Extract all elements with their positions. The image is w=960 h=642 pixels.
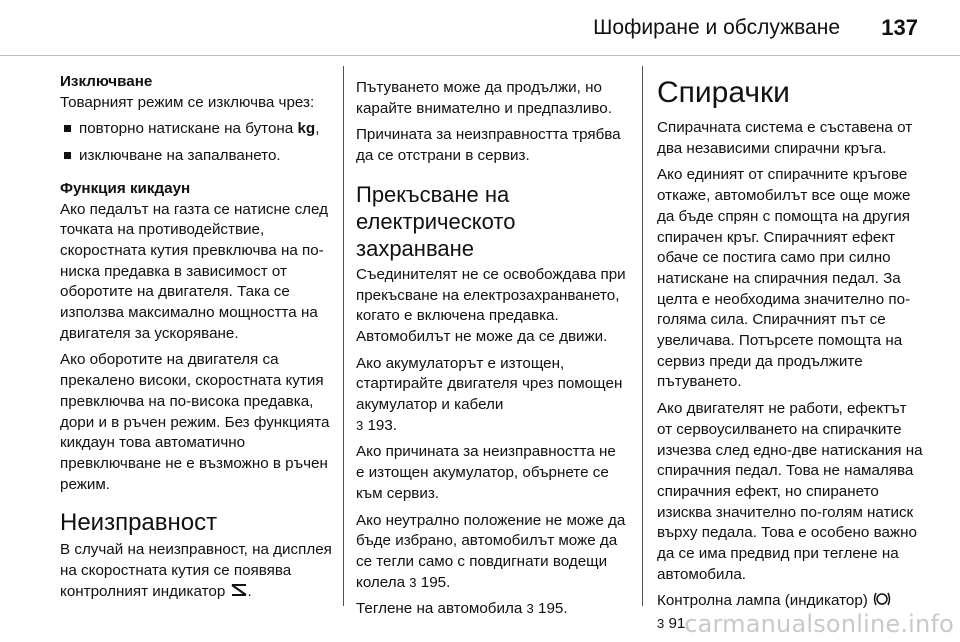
bullet-square — [64, 152, 71, 159]
page-ref-arrow-icon: 3 — [657, 616, 665, 632]
paragraph: Ако акумулаторът е изтощен, стартирайте двигателя чрез помощен акумулатор и кабели 3 193. — [356, 354, 623, 434]
paragraph: Съединителят не се освобождава при прекъсване на електрозахранването, когато е включена предавка. Автомобилът не може да се движи. — [356, 265, 626, 345]
kickdown-paragraph-1: Ако педалът на газта се натисне след точката на противодействие, скоростната кутия превключва на по-ниска предавка в зависимост от оборотите на двигателя. Така се използва максимално мощността на двигателя за ускоряване. — [60, 200, 329, 342]
deactivation-intro: Товарният режим се изключва чрез: — [60, 93, 315, 111]
section-heading-brakes: Спирачки — [657, 76, 790, 109]
page-header — [0, 0, 960, 56]
column-2 — [356, 78, 628, 626]
section-heading-fault: Неизправност — [60, 509, 218, 537]
kg-button-label: kg — [297, 120, 316, 138]
fault-paragraph: В случай на неизправност, на дисплея на скоростната кутия се появява контролният индикатор . — [60, 540, 332, 604]
paragraph: Ако неутрално положение не може да бъде избрано, автомобилът може да се тегли само с повдигнати водещи колела 3 195. — [356, 511, 626, 591]
page-ref: 195. — [420, 573, 451, 591]
paragraph: Ако двигателят не работи, ефектът от сервоусилването на спирачките изчезва след едно-две натискания на спирачния педал. Това не намалява спирачния ефект, но спирането изисква значително по-голям натиск върху педала. Това е особено важно да се има предвид при теглене на автомобила. — [657, 400, 923, 583]
page-ref: 195. — [538, 600, 568, 618]
column-divider-1 — [343, 66, 344, 606]
section-heading-deactivation: Изключване — [60, 73, 153, 90]
column-1 — [60, 72, 332, 610]
header-rule — [0, 55, 960, 56]
transmission-warning-icon — [230, 582, 248, 605]
kickdown-paragraph-2: Ако оборотите на двигателя са прекалено високи, скоростната кутия превключва на по-висока предавка, дори и в ръчен режим. Без функцията кикдаун това автоматично превключване не е възможно в ръчен режим. — [60, 351, 330, 493]
page-ref-arrow-icon: 3 — [526, 601, 534, 617]
watermark: carmanualsonline.info — [684, 610, 954, 638]
page-number: 137 — [881, 15, 918, 40]
deactivation-list — [60, 119, 332, 166]
paragraph: Пътуването може да продължи, но карайте внимателно и предпазливо. — [356, 79, 612, 117]
column-divider-2 — [642, 66, 643, 606]
paragraph: Ако единият от спирачните кръгове откаже, автомобилът все още може да бъде спрян с помощта на другия спирачен кръг. Спирачният ефект обаче се постига само при силно натискане на спирачния педал. За целта е необходима значително по-голяма сила. Спирачният път се увеличава. Потърсете помощта на сервиз преди да продължите пътуването. — [657, 166, 911, 391]
section-heading-power-interruption: Прекъсване на електрическото захранване — [356, 181, 516, 261]
paragraph: Теглене на автомобила 3 195. — [356, 600, 568, 618]
section-heading-kickdown: Функция кикдаун — [60, 179, 191, 197]
paragraph: Спирачната система е съставена от два независими спирачни кръга. — [657, 119, 913, 157]
page-title: Шофиране и обслужване — [593, 16, 840, 39]
bullet-square — [64, 125, 71, 132]
page-ref-arrow-icon: 3 — [356, 417, 364, 433]
page-ref: 91. — [668, 615, 690, 633]
paragraph: Контролна лампа (индикатор) 3 91. — [657, 591, 925, 634]
page-ref: 193. — [367, 416, 398, 434]
paragraph: Причината за неизправността трябва да се отстрани в сервиз. — [356, 126, 621, 165]
page-ref-arrow-icon: 3 — [409, 574, 417, 590]
paragraph: Ако причината за неизправността не е изтощен акумулатор, обърнете се към сервиз. — [356, 443, 616, 502]
column-3 — [657, 76, 925, 641]
list-item: изключване на запалването. — [60, 146, 332, 167]
list-item: повторно натискане на бутона kg, — [60, 119, 332, 140]
